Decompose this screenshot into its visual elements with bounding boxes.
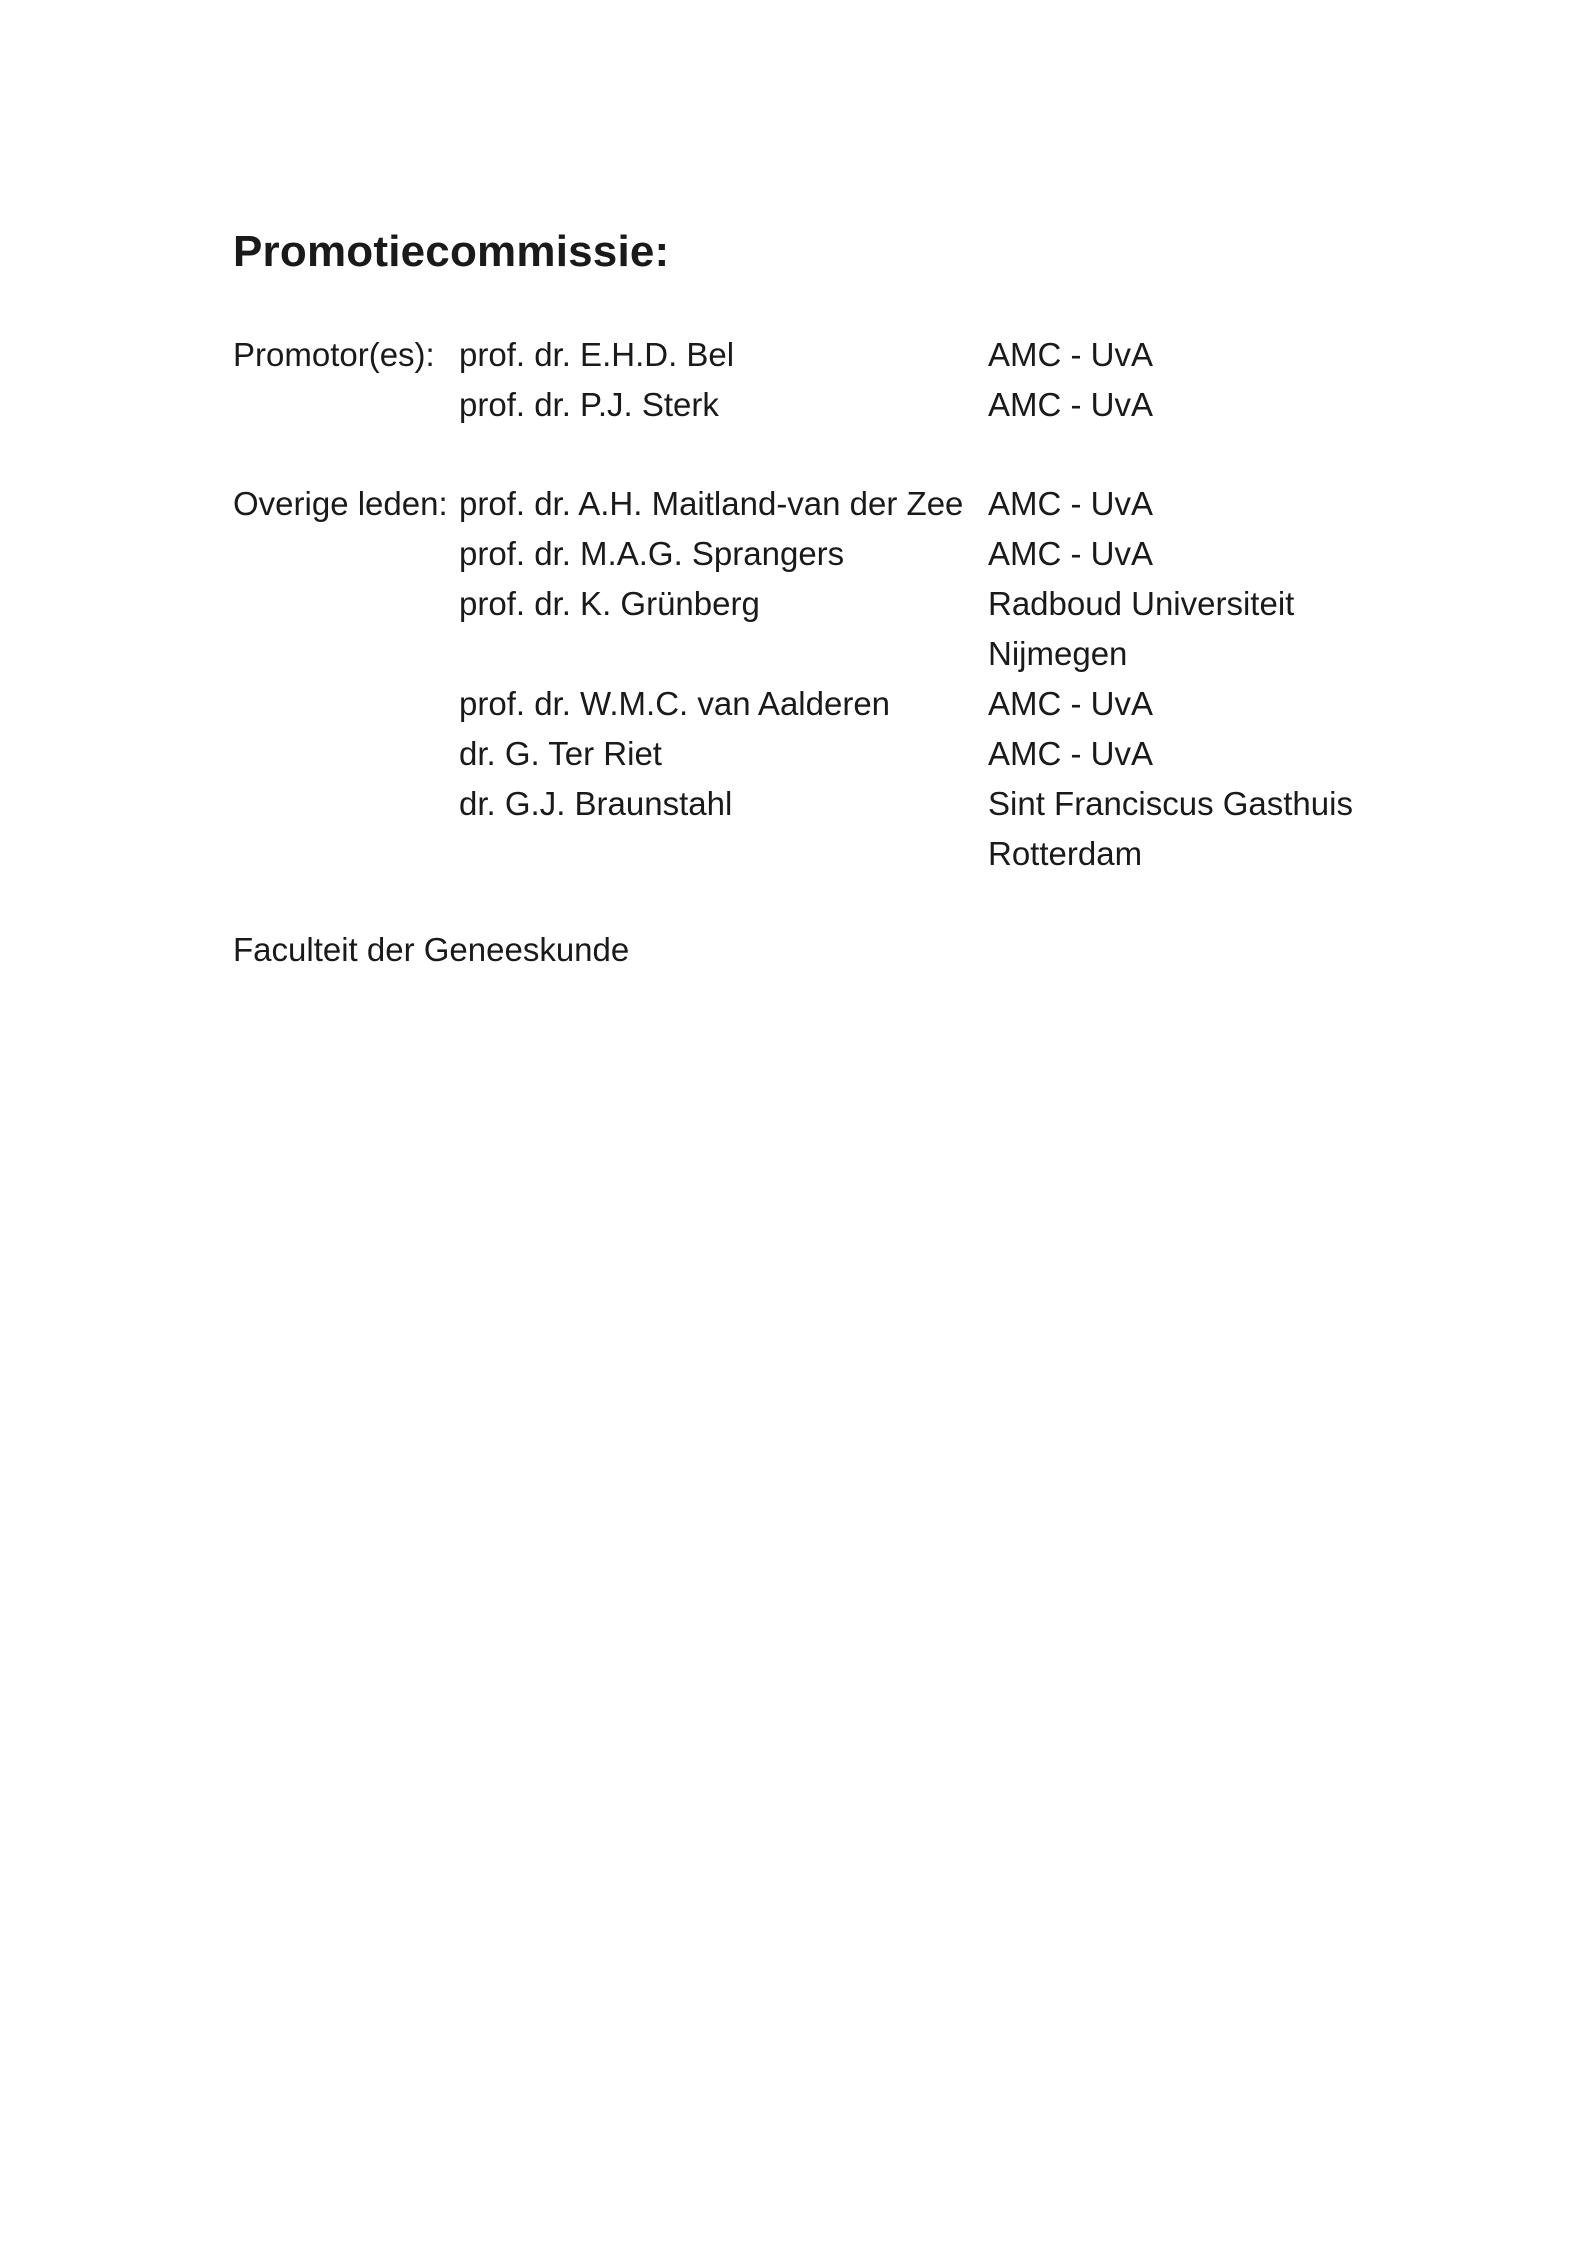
role-label: Overige leden:: [233, 485, 448, 522]
affiliation-line: AMC - UvA: [988, 485, 1153, 522]
affiliation-line: AMC - UvA: [988, 336, 1153, 373]
committee-row: [233, 330, 1413, 380]
member-affiliation: [988, 679, 1408, 729]
member-affiliation: [988, 479, 1408, 529]
member-name: prof. dr. P.J. Sterk: [459, 386, 719, 423]
member-affiliation: [988, 529, 1408, 579]
affiliation-line: AMC - UvA: [988, 735, 1153, 772]
committee-row: [233, 529, 1413, 579]
affiliation-line: Radboud Universiteit: [988, 585, 1295, 622]
committee-row: [233, 679, 1413, 729]
member-name: dr. G. Ter Riet: [459, 735, 662, 772]
role-label: Promotor(es):: [233, 336, 435, 373]
affiliation-line: Rotterdam: [988, 835, 1143, 872]
committee-row: [233, 779, 1413, 879]
member-affiliation: [988, 729, 1408, 779]
committee-row: [233, 579, 1413, 679]
member-affiliation: [988, 330, 1408, 380]
committee-row: [233, 729, 1413, 779]
member-name: prof. dr. M.A.G. Sprangers: [459, 535, 845, 572]
committee-row: [233, 479, 1413, 529]
affiliation-line: AMC - UvA: [988, 386, 1153, 423]
committee-row: [233, 380, 1413, 430]
member-name: prof. dr. E.H.D. Bel: [459, 336, 735, 373]
affiliation-line: AMC - UvA: [988, 535, 1153, 572]
page-title: Promotiecommissie:: [233, 227, 670, 276]
member-affiliation: [988, 579, 1408, 679]
affiliation-line: AMC - UvA: [988, 685, 1153, 722]
member-affiliation: [988, 779, 1408, 879]
committee-list: [233, 330, 1413, 928]
affiliation-line: Sint Franciscus Gasthuis: [988, 785, 1353, 822]
member-name: prof. dr. A.H. Maitland-van der Zee: [459, 485, 964, 522]
faculty-name: Faculteit der Geneeskunde: [233, 931, 630, 968]
member-affiliation: [988, 380, 1408, 430]
promotors-group: [233, 330, 1413, 430]
member-name: prof. dr. K. Grünberg: [459, 585, 760, 622]
other-members-group: [233, 479, 1413, 879]
affiliation-line: Nijmegen: [988, 635, 1128, 672]
member-name: prof. dr. W.M.C. van Aalderen: [459, 685, 891, 722]
member-name: dr. G.J. Braunstahl: [459, 785, 733, 822]
